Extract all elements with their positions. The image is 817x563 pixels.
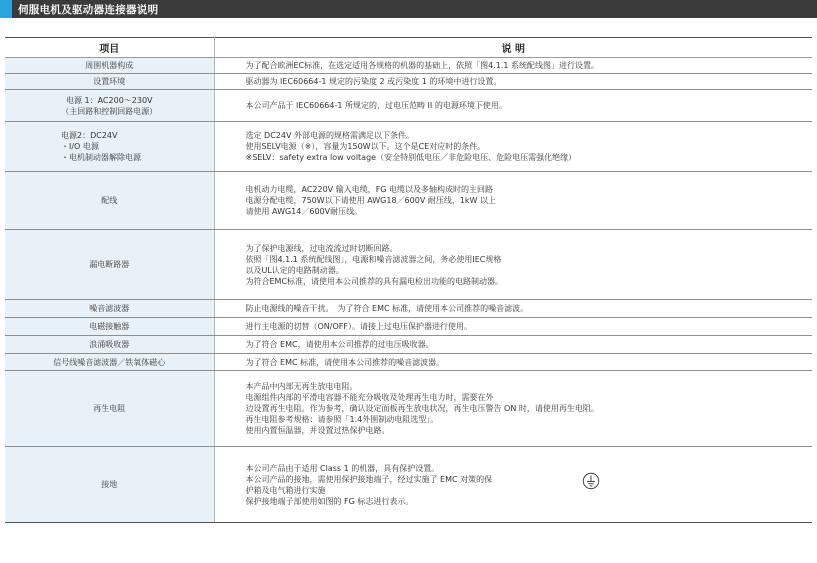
table-row (5, 318, 812, 336)
row-item: 信号线噪音滤波器／铁氧体磁心 (5, 354, 214, 371)
row-item: 周围机器构成 (5, 58, 214, 74)
table-row (5, 230, 812, 300)
row-description: 为了保护电源线，过电流流过时切断回路。 依照「图4.1.1 系统配线图」，电源和噪音滤波器之间，务必使用IEC规格 以及UL认定的电路制动器。 为符合EMC标准，请使用本公司推荐的具有漏电检出功能的电路制动器。 (214, 230, 812, 300)
row-item: 接地 (5, 447, 214, 523)
row-item: 浪涌吸收器 (5, 336, 214, 354)
table-header-row (5, 38, 812, 58)
table-row (5, 58, 812, 74)
table-row (5, 122, 812, 172)
table-row (5, 300, 812, 318)
row-description: 驱动器为 IEC60664-1 规定的污染度 2 或污染度 1 的环境中进行设置。 (214, 74, 812, 90)
row-item: 电源 1：AC200～230V （主回路和控制回路电源） (5, 90, 214, 122)
row-item: 设置环境 (5, 74, 214, 90)
table-row (5, 172, 812, 230)
row-description: 电机动力电缆，AC220V 输入电缆，FG 电缆以及多轴构成时的主回路 电源分配电缆，750W以下请使用 AWG18／600V 耐压线，1kW 以上 请使用 AWG14／600V耐压线。 (214, 172, 812, 230)
row-description: 本公司产品于 IEC60664-1 所规定的，过电压范畴 II 的电源环境下使用。 (214, 90, 812, 122)
row-item: 电源2：DC24V ・I/O 电源 ・电机制动器解除电源 (5, 122, 214, 172)
row-description: 防止电源线的噪音干扰。 为了符合 EMC 标准，请使用本公司推荐的噪音滤波。 (214, 300, 812, 318)
row-item: 再生电阻 (5, 371, 214, 447)
row-item: 电磁接触器 (5, 318, 214, 336)
row-description: 进行主电源的切替（ON/OFF）。请接上过电压保护器进行使用。 (214, 318, 812, 336)
row-description: 本公司产品由于适用 Class 1 的机器，具有保护设置。 本公司产品的接地，需使用保护接地端子，经过实施了 EMC 对策的保 护箱及电气箱进行实施 保护接地端子部使用如图的 FG 标志进行表示。 (214, 447, 812, 523)
row-item: 噪音滤波器 (5, 300, 214, 318)
protective-earth-icon (582, 472, 600, 490)
table-row (5, 371, 812, 447)
spec-table (5, 37, 812, 523)
section-header (0, 0, 817, 18)
row-item: 配线 (5, 172, 214, 230)
column-header-item: 项目 (5, 38, 214, 58)
row-description: 为了符合 EMC 标准，请使用本公司推荐的噪音滤波器。 (214, 354, 812, 371)
row-description: 为了符合 EMC，请使用本公司推荐的过电压吸收器。 (214, 336, 812, 354)
header-accent-bar (0, 0, 12, 18)
row-description: 为了配合欧洲EC标准，在选定适用各规格的机器的基础上，依照「图4.1.1 系统配线图」进行设置。 (214, 58, 812, 74)
row-item: 漏电断路器 (5, 230, 214, 300)
section-title: 伺服电机及驱动器连接器说明 (18, 3, 159, 16)
row-description: 选定 DC24V 外部电源的规格需满足以下条件。 使用SELV电源（※），容量为150W以下。这个是CE对应时的条件。 ※SELV：safety extra low voltage（安全特别低电压／非危险电压、危险电压需强化绝缘） (214, 122, 812, 172)
table-row (5, 354, 812, 371)
table-row (5, 74, 812, 90)
table-row (5, 447, 812, 523)
column-header-description: 说 明 (214, 38, 812, 58)
table-row (5, 336, 812, 354)
table-row (5, 90, 812, 122)
row-description: 本产品中内部无再生放电电阻。 电源组件内部的平滑电容器不能充分吸收及处理再生电力时，需要在外 边设置再生电阻。作为参考，确认设定面板再生放电状况，再生电压警告 ON 时，请使用再生电阻。 再生电阻参考规格：请参照「1.4外围制动电阻选型」。 使用内置恒温器，并设置过热保护电路。 (214, 371, 812, 447)
